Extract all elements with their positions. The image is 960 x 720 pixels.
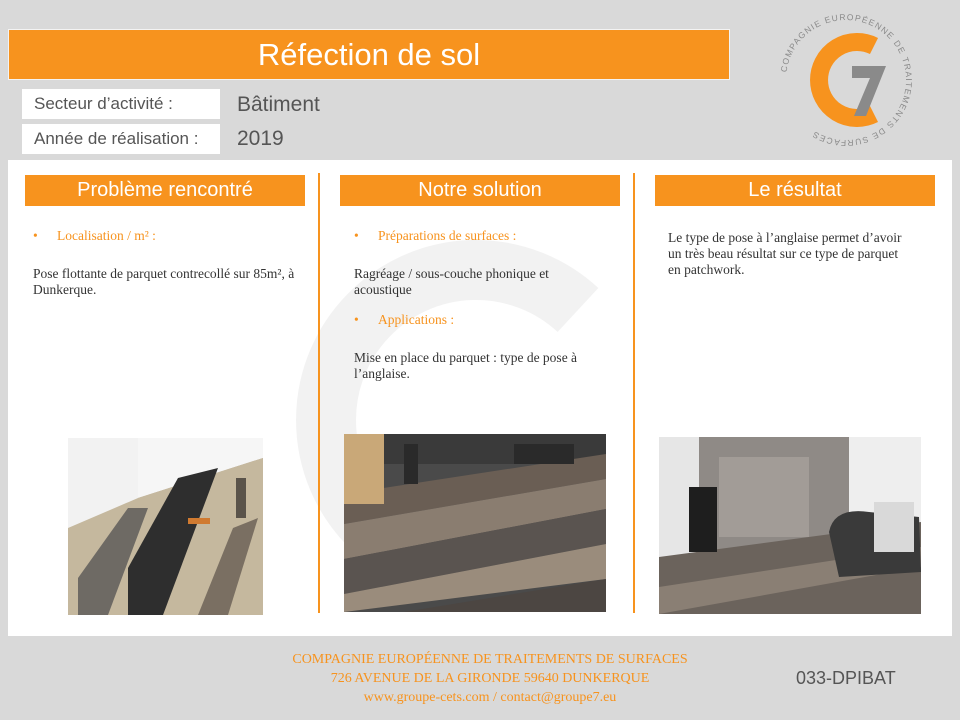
column-divider [633,173,635,613]
photo-resultat [659,437,921,614]
photo-solution [344,434,606,612]
footer-email[interactable]: contact@groupe7.eu [500,690,617,705]
footer-website[interactable]: www.groupe-cets.com [363,690,490,705]
bullet-localisation: • Localisation / m² : [33,228,156,243]
footer-address: 726 AVENUE DE LA GIRONDE 59640 DUNKERQUE [330,671,650,686]
header-resultat: Le résultat [655,175,935,206]
company-logo [770,4,922,156]
svg-text:COMPAGNIE EUROPÉENNE DE TRAITE [779,12,915,148]
column-resultat [668,230,908,278]
content-panel [8,160,952,636]
footer-company: COMPAGNIE EUROPÉENNE DE TRAITEMENTS DE SURFACES [292,652,688,667]
footer-contact [200,688,780,707]
header-probleme: Problème rencontré [25,175,305,206]
column-probleme [33,228,295,298]
logo-ring-text: COMPAGNIE EUROPÉENNE DE TRAITEMENTS DE SURFACES [778,11,915,149]
sector-label: Secteur d’activité : [22,89,220,119]
column-solution [354,228,602,382]
year-value: 2019 [237,127,284,150]
column-divider [318,173,320,613]
para-preparations: Ragréage / sous-couche phonique et acoustique [354,266,549,297]
year-label: Année de réalisation : [22,124,220,154]
footer-separator: / [489,690,501,705]
para-resultat: Le type de pose à l’anglaise permet d’avoir un très beau résultat sur ce type de parquet en patchwork. [668,230,902,277]
logo-mark: G7 [770,4,772,5]
para-applications: Mise en place du parquet : type de pose à l’anglaise. [354,350,578,381]
photo-before [68,438,263,615]
reference-code: 033-DPIBAT [796,668,896,688]
page-title: Réfection de sol [8,29,730,80]
sector-value: Bâtiment [237,93,320,116]
bullet-preparations: • Préparations de surfaces : [354,228,517,243]
header-solution: Notre solution [340,175,620,206]
footer [200,650,780,707]
bullet-applications: • Applications : [354,312,455,327]
para-localisation: Pose flottante de parquet contrecollé sur 85m², à Dunkerque. [33,266,295,297]
